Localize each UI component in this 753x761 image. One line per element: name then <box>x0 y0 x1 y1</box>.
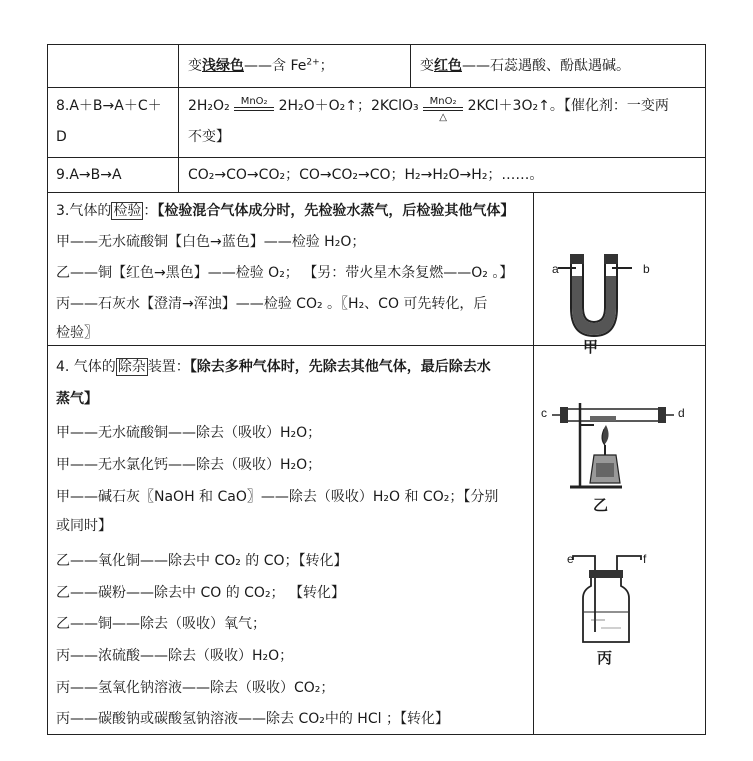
section4-line: 或同时】 <box>56 518 112 534</box>
col-divider-label <box>178 44 179 192</box>
label-f: f <box>643 552 647 566</box>
section4-line: 丙——浓硫酸——除去（吸收）H₂O； <box>56 648 294 664</box>
figure-caption-jia: 甲 <box>583 338 599 356</box>
row-divider-4 <box>47 345 706 346</box>
row8-equation-line1: 2H₂O₂ MnO₂ 2H₂O＋O₂↑；2KClO₃ $\frac{\text{MnO₂}}{\triangle}$ 2KCl＋3O₂↑。【催化剂：一变两 <box>188 96 669 123</box>
label-b: b <box>643 262 650 276</box>
heated-tube-diagram <box>550 395 680 495</box>
section3-line: 乙——铜【红色→黑色】——检验 O₂； 【另：带火星木条复燃——O₂ 。】 <box>56 265 514 281</box>
section4-line: 甲——无水硫酸铜——除去（吸收）H₂O； <box>56 425 322 441</box>
section4-line: 丙——碳酸钠或碳酸氢钠溶液——除去 CO₂中的 HCl ；【转化】 <box>56 711 449 727</box>
gas-washing-bottle-diagram <box>565 550 655 650</box>
row9-content: CO₂→CO→CO₂；CO→CO₂→CO；H₂→H₂O→H₂；……。 <box>188 167 544 183</box>
section3-line: 甲——无水硫酸铜【白色→蓝色】——检验 H₂O； <box>56 234 366 250</box>
top-left-cell-text: 变浅绿色——含 $Fe^{2+}$； <box>188 57 334 74</box>
section4-line: 甲——无水氯化钙——除去（吸收）H₂O； <box>56 457 322 473</box>
label-a: a <box>552 262 559 276</box>
row-divider-2 <box>47 157 706 158</box>
section3-line: 丙——石灰水【澄清→浑浊】——检验 CO₂ 。〖H₂、CO 可先转化，后 <box>56 296 488 312</box>
col-divider-top-right <box>410 44 411 87</box>
table-bottom-border <box>47 734 706 735</box>
row8-equation-line2: 不变】 <box>188 129 230 145</box>
top-right-cell-text: 变红色——石蕊遇酸、酚酞遇碱。 <box>420 58 630 74</box>
section4-line: 丙——氢氧化钠溶液——除去（吸收）CO₂； <box>56 680 335 696</box>
section4-line: 乙——铜——除去（吸收）氧气； <box>56 616 266 632</box>
col-divider-figures <box>533 192 534 734</box>
section4-line: 乙——碳粉——除去中 CO 的 CO₂； 【转化】 <box>56 585 346 601</box>
section4-title-line2: 蒸气】 <box>56 391 98 407</box>
catalyst-arrow-1: MnO₂ <box>234 96 274 116</box>
table-top-border <box>47 44 706 45</box>
section3-title: 3.气体的 检验 ：【检验混合气体成分时，先检验水蒸气，后检验其他气体】 <box>56 203 515 219</box>
row-divider-1 <box>47 87 706 88</box>
table-left-border <box>47 44 48 734</box>
keyword-red: 红色 <box>434 58 462 74</box>
catalyst-heat-arrow: $\frac{\text{MnO₂}}{\triangle}$ <box>423 96 463 116</box>
label-c: c <box>541 406 547 420</box>
keyword-light-green: 浅绿色 <box>202 58 244 74</box>
section3-line: 检验〗 <box>56 325 98 341</box>
table-right-border <box>705 44 706 734</box>
row8-label-line2: D <box>56 129 67 145</box>
figure-caption-bing: 丙 <box>597 649 613 667</box>
section4-line: 乙——氧化铜——除去中 CO₂ 的 CO；【转化】 <box>56 553 348 569</box>
label-e: e <box>567 552 574 566</box>
u-tube-diagram <box>540 240 650 340</box>
section4-title-line1: 4. 气体的 除杂 装置：【除去多种气体时，先除去其他气体，最后除去水 <box>56 359 491 375</box>
section4-line: 甲——碱石灰〖NaOH 和 CaO〗——除去（吸收）H₂O 和 CO₂；【分别 <box>56 489 499 505</box>
row8-label-line1: 8.A＋B→A＋C＋ <box>56 98 162 114</box>
row9-label: 9.A→B→A <box>56 167 122 183</box>
figure-caption-yi: 乙 <box>593 496 609 514</box>
row-divider-3 <box>47 192 706 193</box>
label-d: d <box>678 406 685 420</box>
